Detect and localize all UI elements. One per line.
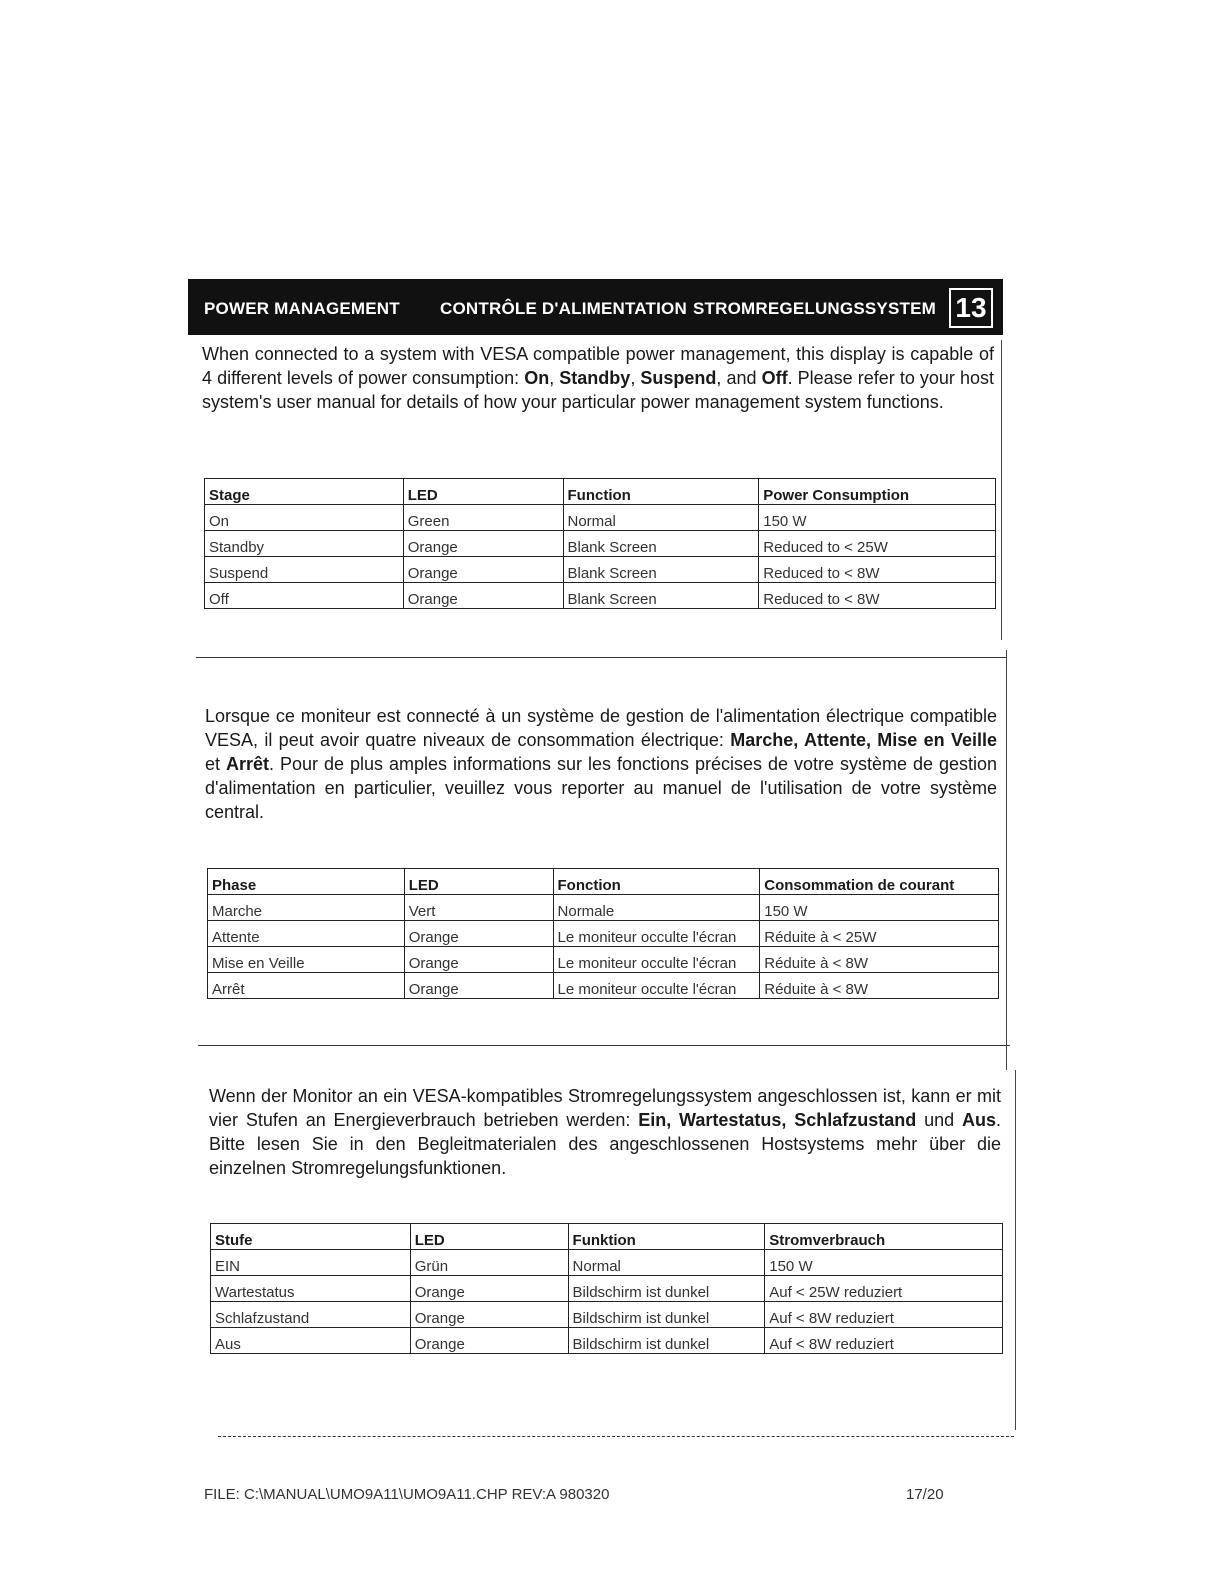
table-cell: Marche bbox=[208, 895, 405, 921]
table-cell: Orange bbox=[404, 921, 553, 947]
table-row bbox=[211, 1276, 1003, 1302]
header-cell: Power Consumption bbox=[759, 479, 996, 505]
table-header-row bbox=[211, 1224, 1003, 1250]
table-cell: Le moniteur occulte l'écran bbox=[553, 947, 760, 973]
table-row bbox=[205, 505, 996, 531]
fr-arret: Arrêt bbox=[226, 754, 270, 774]
table-cell: Réduite à < 8W bbox=[760, 973, 999, 999]
fr-and: et bbox=[205, 754, 226, 774]
margin-line bbox=[1015, 1070, 1016, 1430]
table-cell: Reduced to < 25W bbox=[759, 531, 996, 557]
divider bbox=[218, 1436, 1014, 1437]
table-cell: Normale bbox=[553, 895, 760, 921]
de-aus: Aus bbox=[961, 1110, 996, 1130]
header-cell: LED bbox=[403, 479, 563, 505]
german-power-table bbox=[210, 1223, 1003, 1354]
divider bbox=[196, 657, 1006, 658]
header-cell: Phase bbox=[208, 869, 405, 895]
header-cell: Stufe bbox=[211, 1224, 411, 1250]
table-cell: Arrêt bbox=[208, 973, 405, 999]
table-cell: Orange bbox=[410, 1328, 568, 1354]
header-cell: Function bbox=[563, 479, 759, 505]
table-row bbox=[211, 1250, 1003, 1276]
table-cell: 150 W bbox=[760, 895, 999, 921]
table-cell: Blank Screen bbox=[563, 557, 759, 583]
margin-line bbox=[1001, 340, 1002, 640]
en-standby: Standby bbox=[559, 368, 631, 388]
english-power-table bbox=[204, 478, 996, 609]
footer-file-path: FILE: C:\MANUAL\UMO9A11\UMO9A11.CHP REV:A 980320 bbox=[204, 1486, 610, 1503]
table-cell: Orange bbox=[404, 973, 553, 999]
header-title-en: POWER MANAGEMENT bbox=[204, 299, 400, 318]
table-cell: Aus bbox=[211, 1328, 411, 1354]
margin-line bbox=[1006, 650, 1007, 1070]
table-row bbox=[205, 531, 996, 557]
table-header-row bbox=[205, 479, 996, 505]
english-paragraph bbox=[202, 342, 994, 414]
table-row bbox=[208, 921, 999, 947]
table-cell: Vert bbox=[404, 895, 553, 921]
en-comma-1: , bbox=[549, 368, 560, 388]
table-cell: Orange bbox=[410, 1302, 568, 1328]
table-header-row bbox=[208, 869, 999, 895]
de-text-1: Wenn der Monitor an ein VESA-kompatibles Stromregelungssystem angeschlossen ist, kann er mit vier Stufen an Energieverbrauch betrieben werden: bbox=[209, 1086, 1001, 1130]
table-cell: Le moniteur occulte l'écran bbox=[553, 973, 760, 999]
table-cell: Auf < 8W reduziert bbox=[765, 1302, 1003, 1328]
header-cell: Fonction bbox=[553, 869, 760, 895]
table-cell: Bildschirm ist dunkel bbox=[568, 1276, 765, 1302]
table-cell: Le moniteur occulte l'écran bbox=[553, 921, 760, 947]
table-row bbox=[208, 947, 999, 973]
header-cell: Consommation de courant bbox=[760, 869, 999, 895]
table-cell: EIN bbox=[211, 1250, 411, 1276]
table-cell: 150 W bbox=[759, 505, 996, 531]
table-cell: Standby bbox=[205, 531, 404, 557]
table-row bbox=[211, 1328, 1003, 1354]
table-cell: Auf < 8W reduziert bbox=[765, 1328, 1003, 1354]
en-on: On bbox=[524, 368, 550, 388]
footer-page-number: 17/20 bbox=[906, 1486, 944, 1503]
french-paragraph bbox=[205, 704, 997, 824]
table-row bbox=[211, 1302, 1003, 1328]
table-cell: Schlafzustand bbox=[211, 1302, 411, 1328]
header-title-fr: CONTRÔLE D'ALIMENTATION bbox=[440, 299, 687, 318]
french-power-table bbox=[207, 868, 999, 999]
en-text-2: . Please refer to your host system's user manual for details of how your particular power management system functions. bbox=[202, 368, 994, 412]
fr-text-2: . Pour de plus amples informations sur les fonctions précises de votre système de gestion d'alimentation en particulier, veuillez vous reporter au manuel de l'utilisation de votre système central. bbox=[205, 754, 997, 822]
table-row bbox=[208, 973, 999, 999]
header-cell: Stage bbox=[205, 479, 404, 505]
table-cell: Normal bbox=[568, 1250, 765, 1276]
table-cell: Wartestatus bbox=[211, 1276, 411, 1302]
table-cell: Blank Screen bbox=[563, 583, 759, 609]
table-cell: Bildschirm ist dunkel bbox=[568, 1302, 765, 1328]
table-cell: Bildschirm ist dunkel bbox=[568, 1328, 765, 1354]
header-cell: Stromverbrauch bbox=[765, 1224, 1003, 1250]
table-cell: Orange bbox=[403, 531, 563, 557]
en-text-1: When connected to a system with VESA compatible power management, this display is capable of 4 different levels of power consumption: bbox=[202, 344, 994, 388]
table-cell: Orange bbox=[403, 557, 563, 583]
german-paragraph bbox=[209, 1084, 1001, 1180]
table-cell: 150 W bbox=[765, 1250, 1003, 1276]
table-cell: Réduite à < 25W bbox=[760, 921, 999, 947]
de-text-2: . Bitte lesen Sie in den Begleitmaterialen des angeschlossenen Hostsystems mehr über die einzelnen Stromregelungsfunktionen. bbox=[209, 1110, 1001, 1178]
section-number-badge: 13 bbox=[949, 288, 993, 328]
en-and: , and bbox=[716, 368, 762, 388]
table-cell: Normal bbox=[563, 505, 759, 531]
header-cell: LED bbox=[410, 1224, 568, 1250]
table-cell: Reduced to < 8W bbox=[759, 583, 996, 609]
table-cell: Auf < 25W reduziert bbox=[765, 1276, 1003, 1302]
table-cell: Attente bbox=[208, 921, 405, 947]
table-row bbox=[208, 895, 999, 921]
table-cell: Blank Screen bbox=[563, 531, 759, 557]
table-row bbox=[205, 583, 996, 609]
table-cell: Orange bbox=[404, 947, 553, 973]
table-cell: Orange bbox=[410, 1276, 568, 1302]
table-cell: Green bbox=[403, 505, 563, 531]
de-and: und bbox=[916, 1110, 962, 1130]
table-cell: Mise en Veille bbox=[208, 947, 405, 973]
table-cell: Orange bbox=[403, 583, 563, 609]
header-cell: LED bbox=[404, 869, 553, 895]
en-suspend: Suspend bbox=[640, 368, 717, 388]
header-cell: Funktion bbox=[568, 1224, 765, 1250]
header-title-de: STROMREGELUNGSSYSTEM bbox=[693, 299, 936, 318]
en-off: Off bbox=[761, 368, 788, 388]
table-cell: Off bbox=[205, 583, 404, 609]
en-comma-2: , bbox=[630, 368, 641, 388]
divider bbox=[198, 1045, 1010, 1046]
section-header bbox=[188, 279, 1003, 335]
fr-text-1: Lorsque ce moniteur est connecté à un système de gestion de l'alimentation électrique compatible VESA, il peut avoir quatre niveaux de consommation électrique: bbox=[205, 706, 997, 750]
table-cell: Reduced to < 8W bbox=[759, 557, 996, 583]
table-cell: On bbox=[205, 505, 404, 531]
table-cell: Grün bbox=[410, 1250, 568, 1276]
table-cell: Suspend bbox=[205, 557, 404, 583]
fr-levels: Marche, Attente, Mise en Veille bbox=[730, 730, 998, 750]
de-levels: Ein, Wartestatus, Schlafzustand bbox=[638, 1110, 917, 1130]
table-cell: Réduite à < 8W bbox=[760, 947, 999, 973]
table-row bbox=[205, 557, 996, 583]
